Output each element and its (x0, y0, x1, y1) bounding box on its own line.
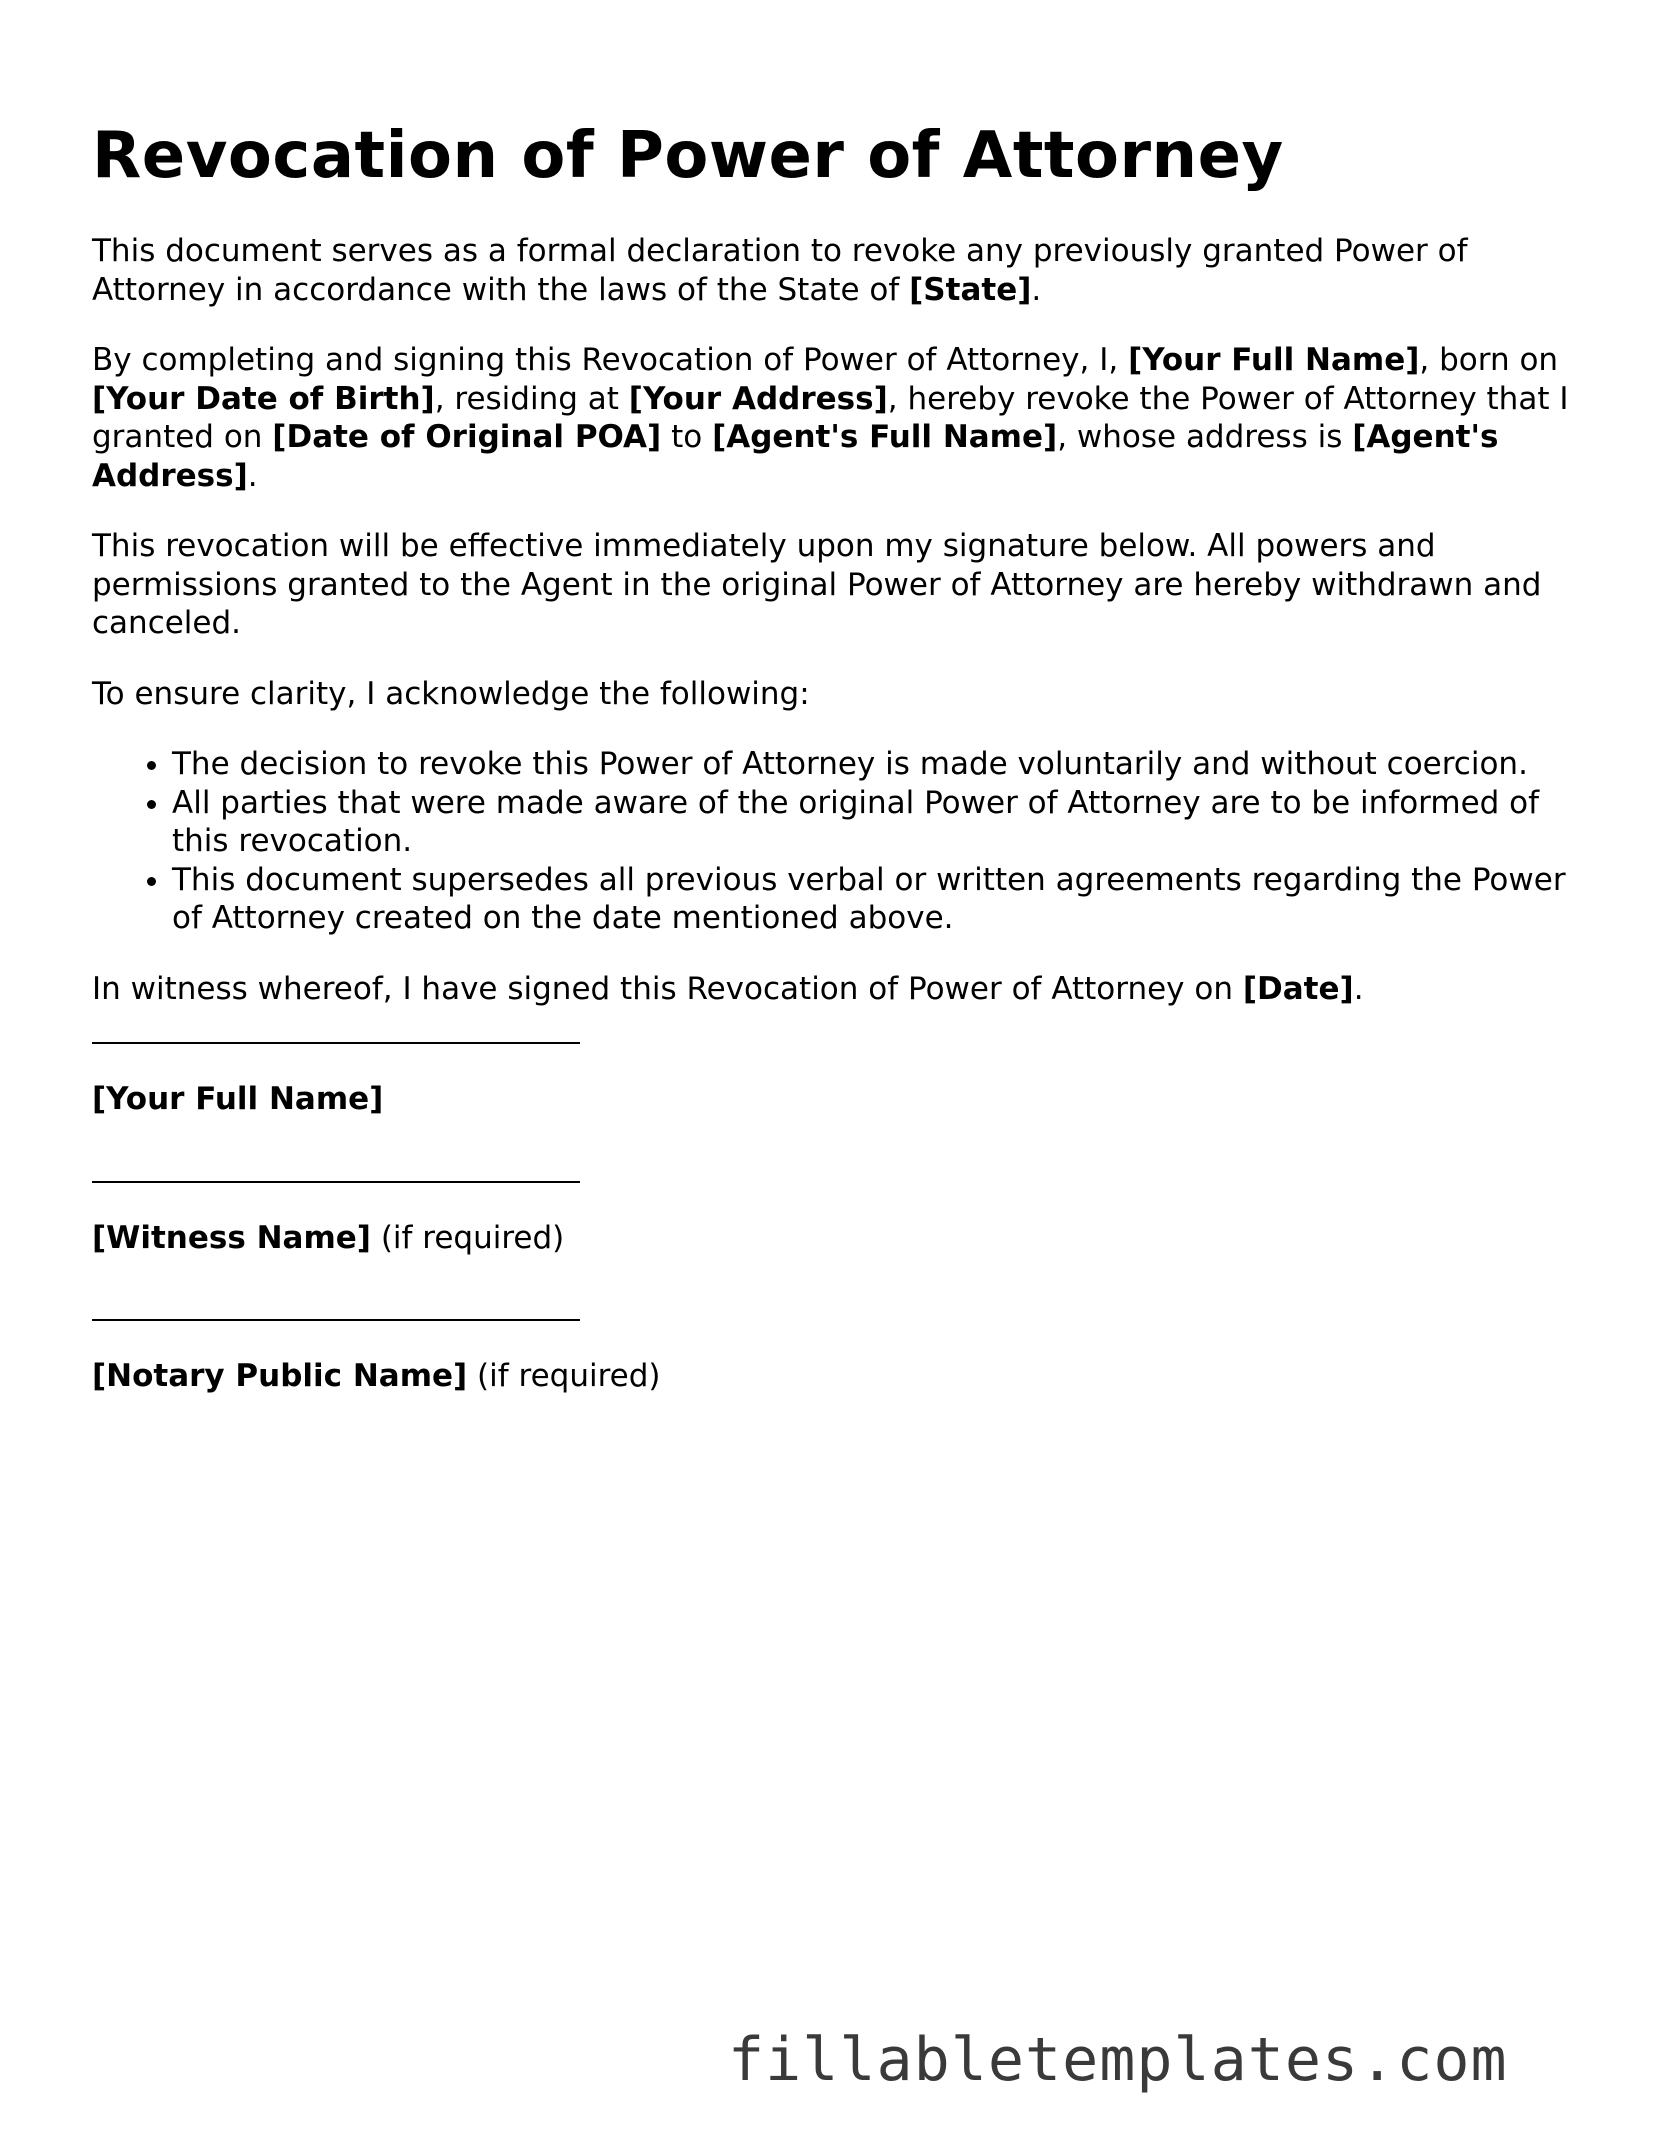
signature-line-notary (92, 1319, 580, 1321)
signature-line-principal (92, 1042, 580, 1044)
state-placeholder: [State] (909, 271, 1032, 308)
watermark-text: fillabletemplates.com (728, 2025, 1508, 2095)
agent-address-placeholder: [Agent's Address] (92, 419, 1499, 494)
declaration-paragraph: By completing and signing this Revocation of Power of Attorney, I, [Your Full Name], born on [Your Date of Birth], residing at [Your Address], hereby revoke the Power of Attorney that I granted on [Date of Original POA] to [Agent's Full Name], whose address is [Agent's Address]. (92, 342, 1569, 494)
signature-block (92, 1042, 1572, 1396)
signature-label-notary: [Notary Public Name] (if required) (92, 1358, 661, 1394)
intro-text: This document serves as a formal declaration to revoke any previously granted Power of Attorney in accordance with the laws of the State of (92, 233, 1468, 308)
document-title: Revocation of Power of Attorney (92, 119, 1284, 193)
agent-name-placeholder: [Agent's Full Name] (712, 419, 1058, 455)
document-page (92, 118, 1572, 1458)
signature-line-witness (92, 1181, 580, 1183)
address-placeholder: [Your Address] (628, 380, 888, 417)
list-item: • This document supersedes all previous verbal or written agreements regarding the Power of Attorney created on the date mentioned above. (172, 861, 1572, 938)
date-of-birth-placeholder: [Your Date of Birth] (92, 380, 435, 417)
list-item: • All parties that were made aware of the original Power of Attorney are to be informed of this revocation. (172, 784, 1572, 861)
signature-label-principal: [Your Full Name] (92, 1081, 384, 1117)
signature-label-witness: [Witness Name] (if required) (92, 1219, 565, 1256)
acknowledgement-list (92, 745, 1572, 938)
witness-clause: In witness whereof, I have signed this Revocation of Power of Attorney on [Date]. (92, 970, 1364, 1007)
full-name-placeholder: [Your Full Name] (1128, 342, 1420, 378)
effective-paragraph: This revocation will be effective immediately upon my signature below. All powers and permissions granted to the Agent in the original Power of Attorney are hereby withdrawn and canceled. (92, 528, 1542, 641)
acknowledgement-intro: To ensure clarity, I acknowledge the following: (92, 675, 810, 712)
signing-date-placeholder: [Date] (1242, 970, 1354, 1007)
list-item: • The decision to revoke this Power of Attorney is made voluntarily and without coercion. (172, 745, 1572, 784)
original-poa-date-placeholder: [Date of Original POA] (272, 419, 662, 455)
intro-paragraph: This document serves as a formal declaration to revoke any previously granted Power of Attorney in accordance with the laws of the State of [State]. (92, 233, 1468, 308)
